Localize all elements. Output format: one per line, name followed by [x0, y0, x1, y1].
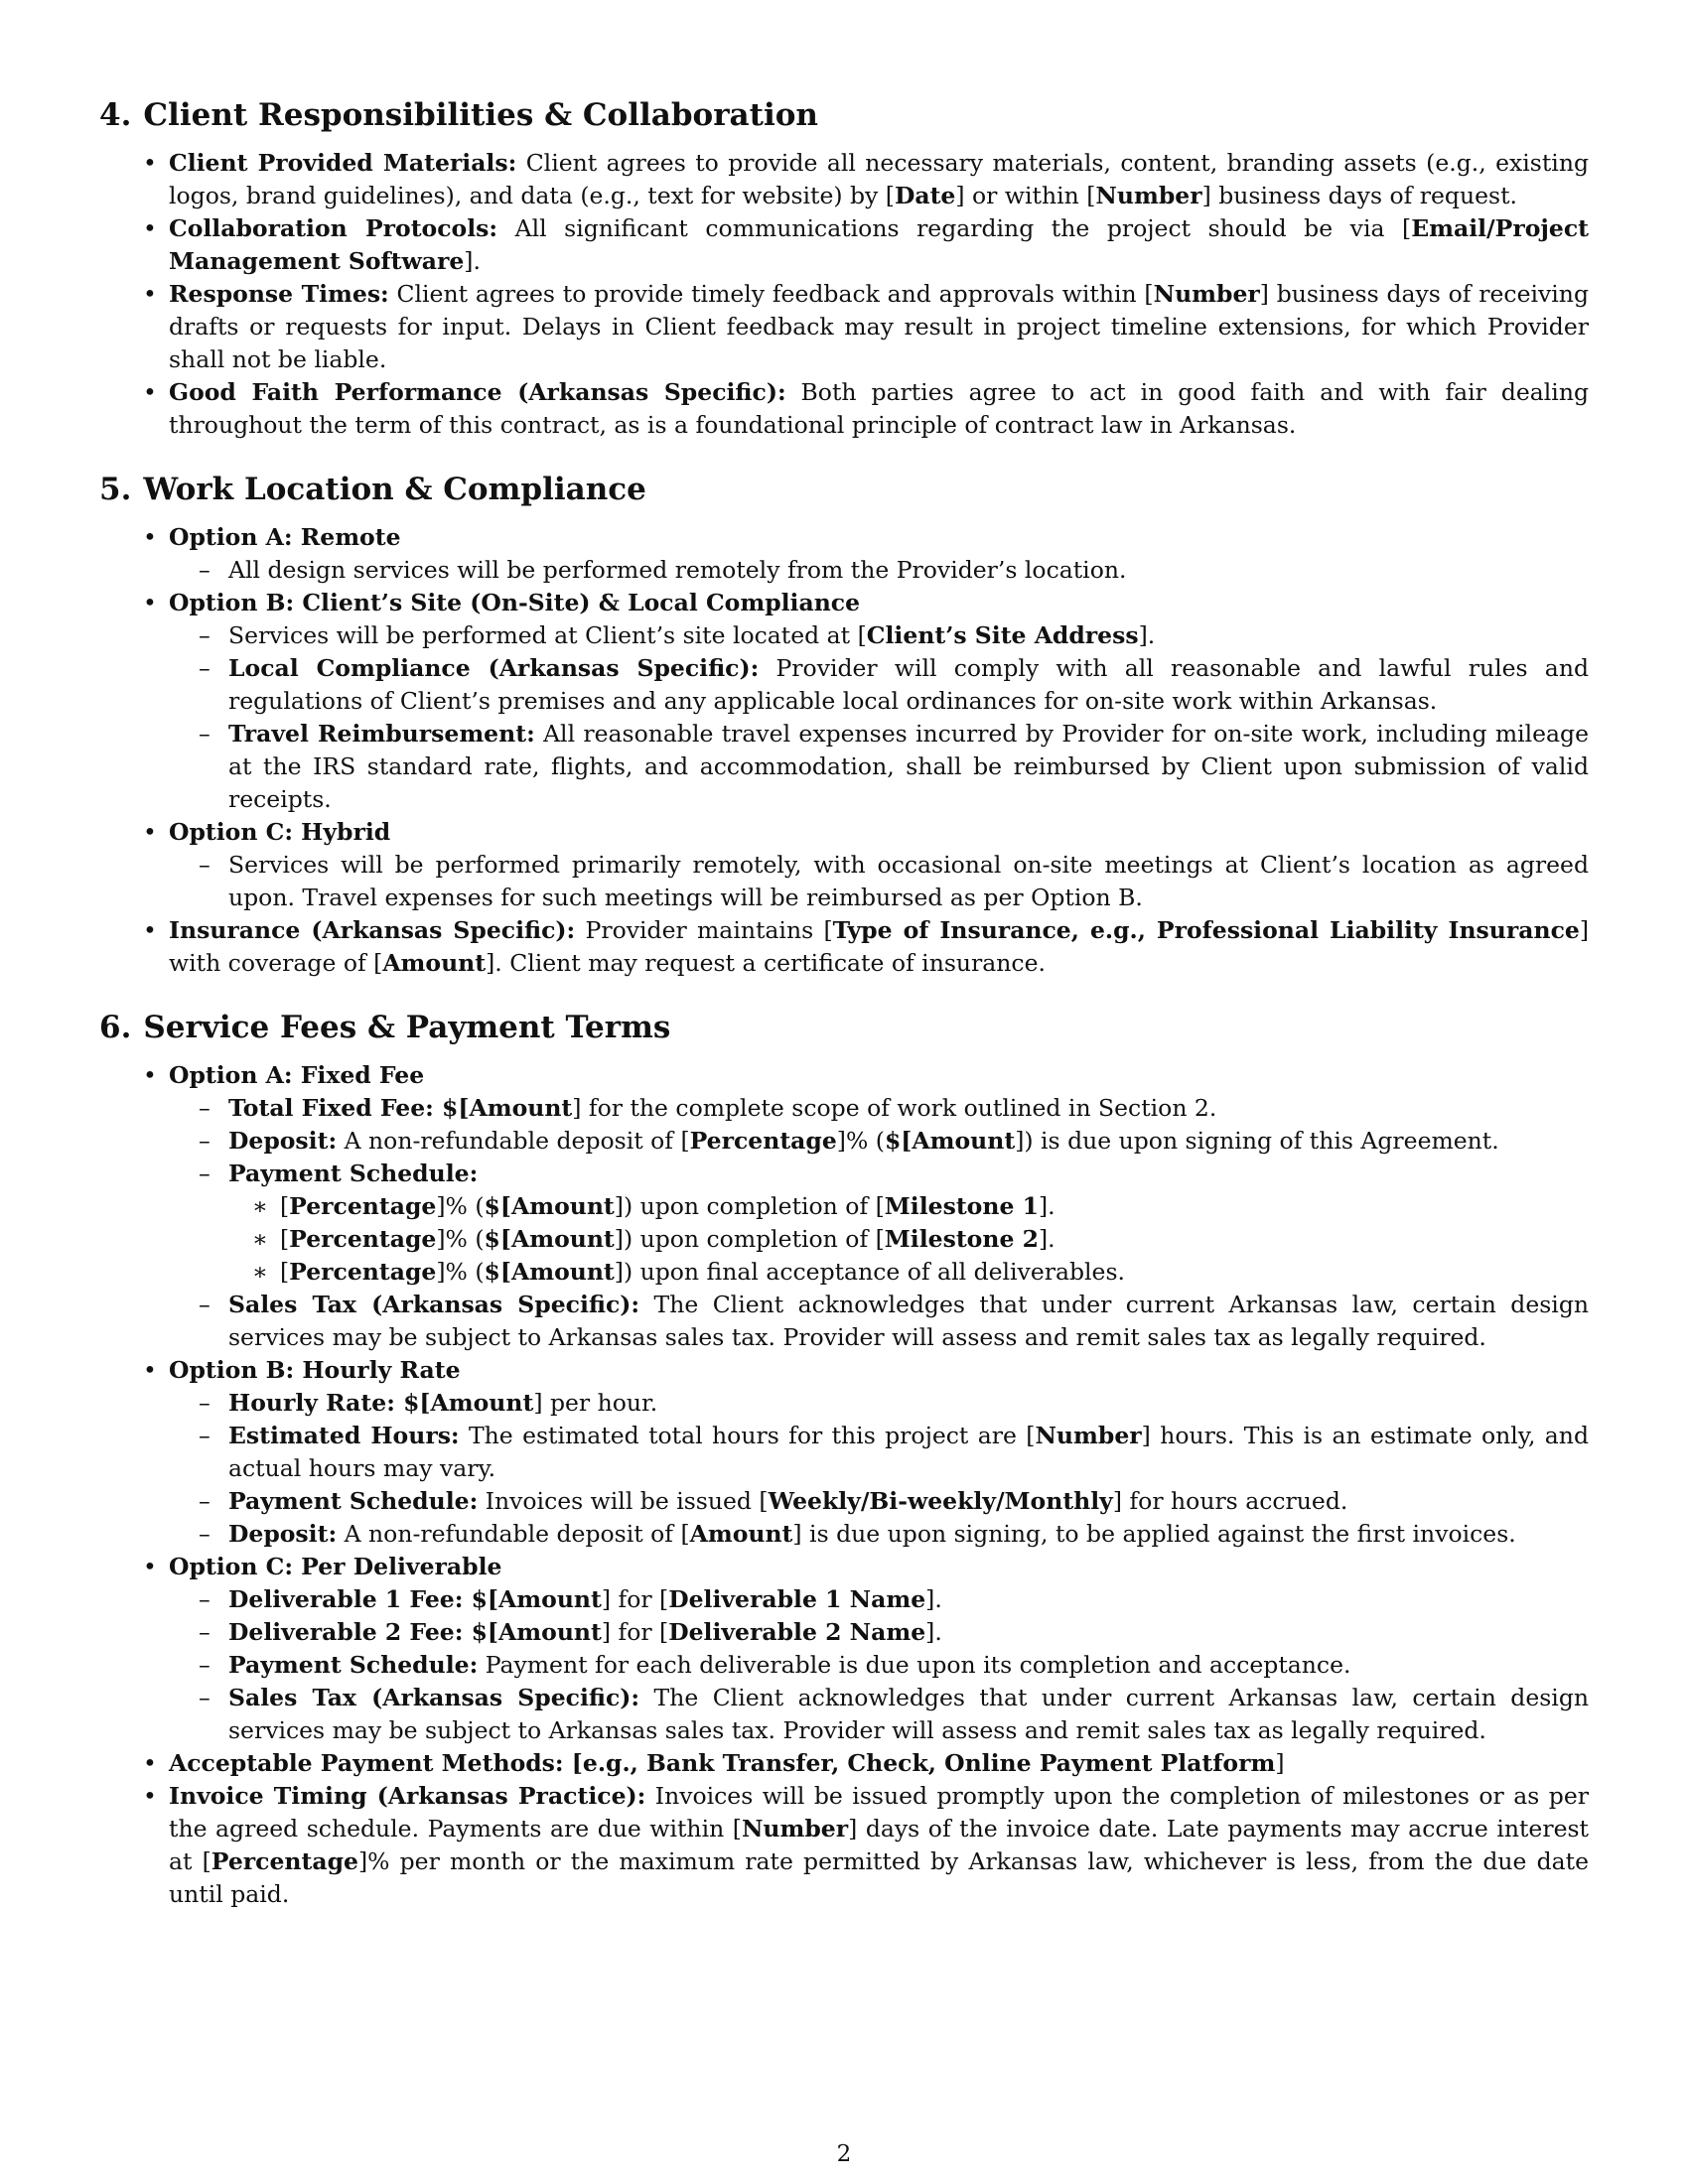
bold-text: Option C: Per Deliverable	[169, 1553, 502, 1580]
bold-text: Good Faith Performance (Arkansas Specific):	[169, 378, 786, 406]
text: A non-refundable deposit of [	[337, 1127, 690, 1155]
list-item	[169, 587, 1589, 816]
sub-list-item	[228, 1420, 1589, 1485]
sub-list-item	[228, 1583, 1589, 1616]
list-item	[169, 1059, 1589, 1354]
bold-text: Deliverable 1 Name	[668, 1585, 926, 1613]
list-item	[169, 914, 1589, 980]
section-work-location	[99, 470, 1589, 980]
bold-text: Hourly Rate: $[Amount	[228, 1389, 534, 1417]
bold-text: Date	[894, 182, 956, 209]
bold-text: Deposit:	[228, 1520, 338, 1548]
text: The estimated total hours for this project are [	[459, 1422, 1036, 1449]
list-item	[169, 816, 1589, 914]
section-number: 4.	[99, 97, 132, 133]
section-client-responsibilities	[99, 95, 1589, 442]
bold-text: Number	[1035, 1422, 1142, 1449]
text: ].	[925, 1585, 942, 1613]
text: ] with coverage of [	[169, 916, 1590, 977]
text: ]) upon completion of [	[614, 1192, 885, 1220]
bold-text: Percentage	[689, 1127, 837, 1155]
bold-text: Payment Schedule:	[228, 1651, 479, 1679]
text: ] hours. This is an estimate only, and actual hours may vary.	[228, 1422, 1589, 1482]
text: [	[280, 1225, 290, 1253]
bold-text: $[Amount	[884, 1127, 1016, 1155]
text: ] for the complete scope of work outlined in Section 2.	[572, 1094, 1217, 1122]
sub-list-item	[228, 554, 1589, 587]
section-heading	[99, 470, 1589, 509]
sub-sub-list-item	[280, 1223, 1589, 1256]
bold-text: Payment Schedule:	[228, 1160, 479, 1187]
bold-text: Option B: Client’s Site (On-Site) & Local Compliance	[169, 589, 861, 616]
text: [	[280, 1258, 290, 1286]
list-item	[169, 212, 1589, 278]
list-item	[169, 1354, 1589, 1551]
section-list	[99, 521, 1589, 980]
text: Services will be performed at Client’s site located at [	[228, 621, 867, 649]
bold-text: Option B: Hourly Rate	[169, 1356, 461, 1384]
bold-text: Amount	[689, 1520, 793, 1548]
text: ] is due upon signing, to be applied against the first invoices.	[792, 1520, 1516, 1548]
bold-text: Deliverable 1 Fee: $[Amount	[228, 1585, 602, 1613]
sub-list-item	[228, 1387, 1589, 1420]
bold-text: Sales Tax (Arkansas Specific):	[228, 1291, 640, 1318]
text: All reasonable travel expenses incurred by Provider for on-site work, including mileage at the IRS standard rate, flights, and accommodation, shall be reimbursed by Client upon submission of valid receipts.	[228, 720, 1589, 813]
bold-text: Email/Project Management Software	[169, 214, 1589, 275]
section-number: 6.	[99, 1010, 132, 1045]
sub-list-item	[228, 1125, 1589, 1158]
bold-text: Deliverable 2 Name	[668, 1618, 926, 1646]
sub-list-item	[228, 1649, 1589, 1682]
sub-list-item	[228, 1158, 1589, 1289]
bold-text: Number	[1153, 280, 1260, 308]
text: ]) upon completion of [	[614, 1225, 885, 1253]
text: ]% per month or the maximum rate permitted by Arkansas law, whichever is less, from the due date until paid.	[169, 1847, 1590, 1908]
bold-text: Client’s Site Address	[866, 621, 1139, 649]
text: ] days of the invoice date. Late payments may accrue interest at [	[169, 1815, 1589, 1875]
bold-text: Number	[1095, 182, 1202, 209]
sub-list-item	[228, 1518, 1589, 1551]
text: Client agrees to provide timely feedback and approvals within [	[388, 280, 1154, 308]
sub-list	[169, 849, 1589, 914]
bold-text: Local Compliance (Arkansas Specific):	[228, 654, 760, 682]
bold-text: Invoice Timing (Arkansas Practice):	[169, 1782, 646, 1810]
section-number: 5.	[99, 472, 132, 507]
bold-text: Weekly/Bi-weekly/Monthly	[768, 1487, 1113, 1515]
sub-list	[228, 1190, 1589, 1289]
bold-text: Estimated Hours:	[228, 1422, 460, 1449]
bold-text: Response Times:	[169, 280, 389, 308]
text: ]) upon final acceptance of all deliverables.	[614, 1258, 1125, 1286]
document-page	[99, 95, 1589, 1939]
text: Client agrees to provide all necessary materials, content, branding assets (e.g., existing logos, brand guidelines), and data (e.g., text for website) by [	[169, 149, 1589, 209]
bold-text: Percentage	[211, 1847, 358, 1875]
bold-text: Option A: Remote	[169, 523, 401, 551]
sub-sub-list-item	[280, 1190, 1589, 1223]
text: ] per hour.	[533, 1389, 658, 1417]
text: ] business days of request.	[1201, 182, 1517, 209]
sub-list-item	[228, 1485, 1589, 1518]
text: ] for [	[601, 1618, 669, 1646]
sub-list-item	[228, 1682, 1589, 1747]
text: Services will be performed primarily remotely, with occasional on-site meetings at Client’s location as agreed upon. Travel expenses for such meetings will be reimbursed as per Option B.	[228, 851, 1589, 911]
sub-list-item	[228, 1092, 1589, 1125]
list-item	[169, 278, 1589, 376]
bold-text: Option A: Fixed Fee	[169, 1061, 425, 1089]
bold-text: Number	[741, 1815, 849, 1843]
text: All significant communications regarding the project should be via [	[497, 214, 1412, 242]
bold-text: Acceptable Payment Methods: [e.g., Bank Transfer, Check, Online Payment Platform	[169, 1749, 1276, 1777]
text: A non-refundable deposit of [	[337, 1520, 690, 1548]
bold-text: Option C: Hybrid	[169, 818, 391, 846]
bold-text: Client Provided Materials:	[169, 149, 517, 177]
sub-list	[169, 1387, 1589, 1551]
section-service-fees	[99, 1008, 1589, 1911]
text: Provider will comply with all reasonable and lawful rules and regulations of Client’s premises and any applicable local ordinances for on-site work within Arkansas.	[228, 654, 1589, 715]
section-heading	[99, 95, 1589, 135]
text: ].	[464, 247, 481, 275]
text: ]% (	[436, 1192, 485, 1220]
bold-text: Percentage	[289, 1258, 437, 1286]
section-title: Client Responsibilities & Collaboration	[143, 97, 818, 133]
text: Provider maintains [	[575, 916, 833, 944]
text: ]% (	[436, 1258, 485, 1286]
text: ] for [	[601, 1585, 669, 1613]
text: ].	[1038, 1192, 1055, 1220]
text: ]	[1275, 1749, 1285, 1777]
text: Both parties agree to act in good faith and with fair dealing throughout the term of this contract, as is a foundational principle of contract law in Arkansas.	[169, 378, 1589, 439]
bold-text: Payment Schedule:	[228, 1487, 479, 1515]
text: Invoices will be issued promptly upon the completion of milestones or as per the agreed schedule. Payments are due within [	[169, 1782, 1589, 1843]
section-list	[99, 147, 1589, 442]
list-item	[169, 1747, 1589, 1780]
section-list	[99, 1059, 1589, 1911]
bold-text: Sales Tax (Arkansas Specific):	[228, 1684, 640, 1711]
text: Invoices will be issued [	[478, 1487, 769, 1515]
text: ]. Client may request a certificate of insurance.	[486, 949, 1046, 977]
text: Payment for each deliverable is due upon its completion and acceptance.	[478, 1651, 1351, 1679]
bold-text: $[Amount	[484, 1258, 615, 1286]
sub-list	[169, 1092, 1589, 1354]
bold-text: Amount	[382, 949, 487, 977]
sub-list-item	[228, 652, 1589, 718]
text: All design services will be performed remotely from the Provider’s location.	[228, 556, 1127, 584]
sub-list-item	[228, 718, 1589, 816]
sub-list	[169, 1583, 1589, 1747]
bold-text: Collaboration Protocols:	[169, 214, 498, 242]
bold-text: Percentage	[289, 1192, 437, 1220]
sub-list-item	[228, 1289, 1589, 1354]
bold-text: $[Amount	[484, 1192, 615, 1220]
text: ] for hours accrued.	[1112, 1487, 1348, 1515]
section-title: Service Fees & Payment Terms	[143, 1010, 671, 1045]
text: ]) is due upon signing of this Agreement.	[1015, 1127, 1499, 1155]
bold-text: Total Fixed Fee: $[Amount	[228, 1094, 573, 1122]
sub-list	[169, 619, 1589, 816]
bold-text: Insurance (Arkansas Specific):	[169, 916, 576, 944]
bold-text: Deliverable 2 Fee: $[Amount	[228, 1618, 602, 1646]
text: ].	[1038, 1225, 1055, 1253]
text: ]% (	[436, 1225, 485, 1253]
text: ].	[925, 1618, 942, 1646]
list-item	[169, 147, 1589, 212]
text: ]% (	[836, 1127, 885, 1155]
text: The Client acknowledges that under current Arkansas law, certain design services may be subject to Arkansas sales tax. Provider will assess and remit sales tax as legally required.	[228, 1291, 1590, 1351]
bold-text: Percentage	[289, 1225, 437, 1253]
sub-list-item	[228, 619, 1589, 652]
text: [	[280, 1192, 290, 1220]
bold-text: Travel Reimbursement:	[228, 720, 535, 748]
text: ] business days of receiving drafts or requests for input. Delays in Client feedback may result in project timeline extensions, for which Provider shall not be liable.	[169, 280, 1589, 373]
text: The Client acknowledges that under current Arkansas law, certain design services may be subject to Arkansas sales tax. Provider will assess and remit sales tax as legally required.	[228, 1684, 1590, 1744]
sub-list-item	[228, 1616, 1589, 1649]
sub-list	[169, 554, 1589, 587]
bold-text: Deposit:	[228, 1127, 338, 1155]
sub-sub-list-item	[280, 1256, 1589, 1289]
bold-text: Milestone 2	[884, 1225, 1039, 1253]
list-item	[169, 1551, 1589, 1747]
bold-text: $[Amount	[484, 1225, 615, 1253]
bold-text: Milestone 1	[884, 1192, 1039, 1220]
list-item	[169, 521, 1589, 587]
section-heading	[99, 1008, 1589, 1047]
sub-list-item	[228, 849, 1589, 914]
bold-text: Type of Insurance, e.g., Professional Liability Insurance	[832, 916, 1580, 944]
page-number: 2	[836, 2141, 852, 2167]
list-item	[169, 376, 1589, 442]
text: ].	[1138, 621, 1156, 649]
text: ] or within [	[955, 182, 1096, 209]
list-item	[169, 1780, 1589, 1911]
section-title: Work Location & Compliance	[143, 472, 646, 507]
